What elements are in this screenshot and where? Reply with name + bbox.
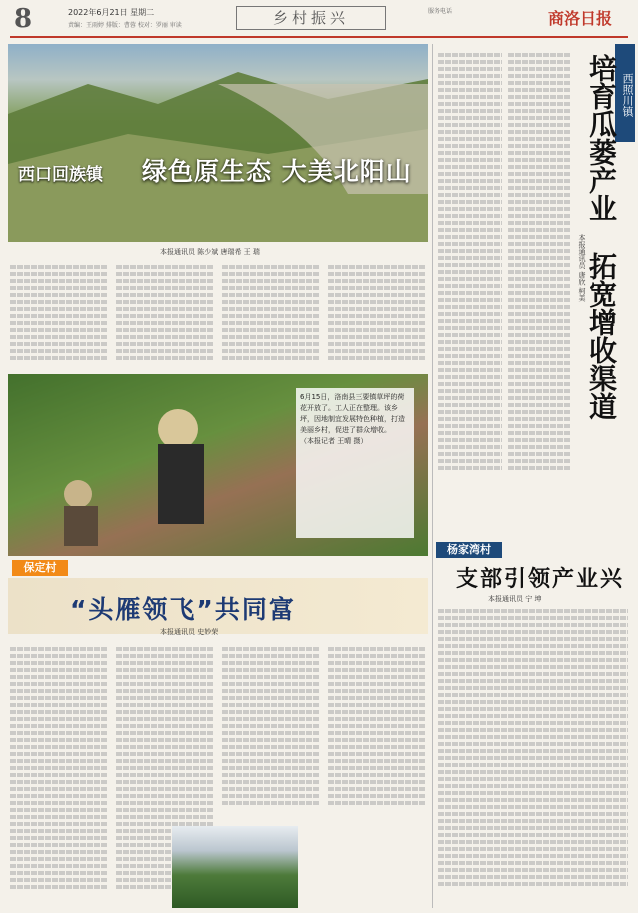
caption-credit: （本报记者 王晴 摄） — [300, 437, 368, 445]
hero-headline: 绿色原生态 大美北阳山 — [142, 157, 412, 186]
newspaper-logo: 商洛日报 — [548, 9, 613, 28]
second-headline: “头雁领飞”共同富 — [70, 595, 296, 624]
article-column — [508, 50, 570, 530]
right-byline-2: 本报通讯员 宁 坤 — [488, 595, 542, 603]
second-byline: 本报通讯员 史妙荣 — [160, 628, 219, 636]
hotline: 服务电话 — [428, 8, 453, 15]
section-title: 乡村振兴 — [236, 6, 386, 30]
lead-byline: 本报通讯员 陈少斌 唐瑞希 王 瑞 — [160, 248, 260, 256]
caption-text: 6月15日，洛南县三要镇草坪的荷花开放了。工人正在整理。该乡坪，因地制宜发展特色种植，打造美丽乡村，促进了群众增收。 — [300, 393, 405, 434]
header-rule — [10, 36, 628, 38]
article-column — [222, 262, 320, 366]
village-photo — [172, 826, 298, 908]
article-column — [328, 262, 426, 366]
page-number: 8 — [14, 4, 33, 34]
editors-line: 责编：王雨婷 排版：曹蓉 校对：罗丽 审读 — [68, 22, 182, 29]
article-column — [10, 262, 108, 366]
mountain-landscape-image — [8, 44, 428, 242]
column-divider — [432, 44, 433, 908]
article-column — [438, 606, 628, 908]
right-headline-2: 支部引领产业兴 — [456, 567, 625, 592]
article-column — [116, 262, 214, 366]
article-column — [222, 644, 320, 822]
village-tag: 保定村 — [12, 560, 68, 576]
right-headline-a: 培育瓜蒌产业 — [585, 54, 618, 222]
article-column — [438, 50, 502, 530]
issue-date: 2022年6月21日 星期二 — [68, 8, 155, 17]
hero-photo — [8, 44, 428, 242]
article-column — [328, 644, 426, 822]
right-place-tag: 西照川镇 — [615, 44, 635, 142]
right-village-tag: 杨家湾村 — [436, 542, 502, 558]
hero-place: 西口回族镇 — [18, 165, 103, 185]
article-column — [10, 644, 108, 908]
photo-caption — [296, 388, 414, 538]
right-headline-b: 拓宽增收渠道 — [585, 252, 618, 420]
right-byline: 本报通讯员 唐欣 柯美 — [578, 234, 586, 302]
